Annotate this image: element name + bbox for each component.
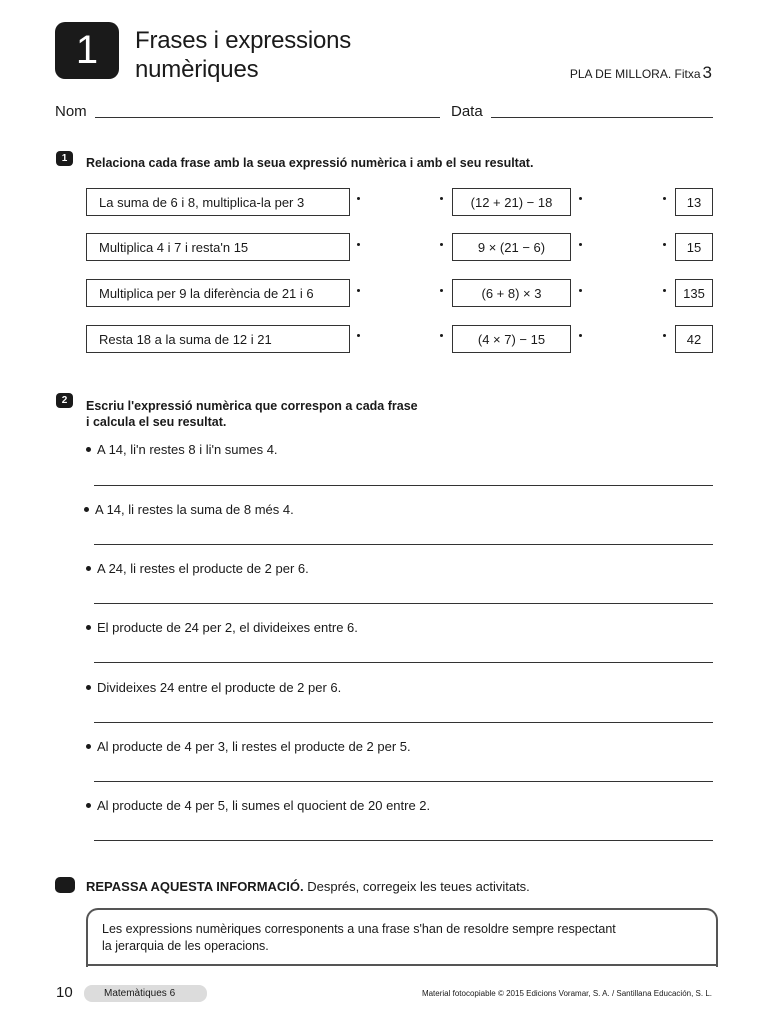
result-box-3: 135 — [675, 279, 713, 307]
result-box-2: 15 — [675, 233, 713, 261]
page-title — [135, 26, 351, 84]
data-field[interactable] — [491, 117, 713, 118]
match-dot[interactable] — [663, 197, 666, 200]
list-item — [86, 798, 430, 813]
exercise-2-instruction-line-2: i calcula el seu resultat. — [86, 415, 227, 429]
match-dot[interactable] — [440, 243, 443, 246]
match-dot[interactable] — [663, 334, 666, 337]
unit-number-badge: 1 — [55, 22, 119, 79]
plan-label-text: PLA DE MILLORA. Fitxa — [569, 67, 701, 81]
list-item-text: A 14, li restes la suma de 8 més 4. — [95, 502, 294, 517]
match-dot[interactable] — [579, 243, 582, 246]
match-dot[interactable] — [357, 243, 360, 246]
list-item-text: El producte de 24 per 2, el divideixes entre 6. — [97, 620, 358, 635]
answer-line[interactable] — [94, 485, 713, 486]
list-item-text: A 24, li restes el producte de 2 per 6. — [97, 561, 309, 576]
bullet-icon — [86, 803, 91, 808]
list-item — [84, 502, 294, 517]
match-dot[interactable] — [440, 289, 443, 292]
match-dot[interactable] — [440, 197, 443, 200]
bullet-icon — [86, 685, 91, 690]
answer-line[interactable] — [94, 722, 713, 723]
copyright-text: Material fotocopiable © 2015 Edicions Voramar, S. A. / Santillana Educación, S. L. — [421, 989, 712, 998]
match-dot[interactable] — [440, 334, 443, 337]
match-dot[interactable] — [357, 197, 360, 200]
review-heading-bold: REPASSA AQUESTA INFORMACIÓ. — [86, 879, 304, 894]
bullet-icon — [84, 507, 89, 512]
phrase-box-4: Resta 18 a la suma de 12 i 21 — [86, 325, 350, 353]
title-line-2: numèriques — [135, 56, 259, 83]
data-label: Data — [451, 103, 483, 120]
list-item — [86, 739, 411, 754]
phrase-box-2: Multiplica 4 i 7 i resta'n 15 — [86, 233, 350, 261]
answer-line[interactable] — [94, 781, 713, 782]
review-badge — [55, 877, 75, 893]
answer-line[interactable] — [94, 544, 713, 545]
match-dot[interactable] — [663, 243, 666, 246]
list-item-text: Divideixes 24 entre el producte de 2 per 6. — [97, 680, 342, 695]
list-item-text: A 14, li'n restes 8 i li'n sumes 4. — [97, 442, 278, 457]
expression-box-2: 9 × (21 − 6) — [452, 233, 571, 261]
match-dot[interactable] — [357, 334, 360, 337]
expression-box-4: (4 × 7) − 15 — [452, 325, 571, 353]
list-item — [86, 561, 309, 576]
info-box-bottom-rule — [86, 964, 718, 966]
nom-label: Nom — [55, 103, 87, 120]
review-heading — [86, 879, 530, 894]
info-line-2: la jerarquia de les operacions. — [102, 939, 269, 953]
title-line-1: Frases i expressions — [135, 27, 352, 54]
plan-number: 3 — [702, 63, 712, 82]
page-number: 10 — [56, 984, 73, 1001]
bullet-icon — [86, 625, 91, 630]
match-dot[interactable] — [579, 334, 582, 337]
bullet-icon — [86, 744, 91, 749]
exercise-1-instruction: Relaciona cada frase amb la seua expressió numèrica i amb el seu resultat. — [86, 156, 534, 170]
info-line-1: Les expressions numèriques corresponents a una frase s'han de resoldre sempre respectant — [102, 922, 616, 936]
expression-box-1: (12 + 21) − 18 — [452, 188, 571, 216]
expression-box-3: (6 + 8) × 3 — [452, 279, 571, 307]
info-box — [86, 908, 718, 967]
exercise-2-badge: 2 — [56, 393, 73, 408]
answer-line[interactable] — [94, 840, 713, 841]
list-item-text: Al producte de 4 per 5, li sumes el quocient de 20 entre 2. — [97, 798, 431, 813]
match-dot[interactable] — [357, 289, 360, 292]
list-item — [86, 620, 358, 635]
list-item — [86, 442, 278, 457]
exercise-2-instruction-line-1: Escriu l'expressió numèrica que correspon a cada frase — [86, 399, 418, 413]
bullet-icon — [86, 566, 91, 571]
list-item — [86, 680, 341, 695]
match-dot[interactable] — [579, 197, 582, 200]
match-dot[interactable] — [579, 289, 582, 292]
subject-pill: Matemàtiques 6 — [84, 985, 207, 1002]
answer-line[interactable] — [94, 603, 713, 604]
review-heading-rest: Després, corregeix les teues activitats. — [303, 879, 530, 894]
match-dot[interactable] — [663, 289, 666, 292]
result-box-4: 42 — [675, 325, 713, 353]
name-date-row — [55, 103, 713, 123]
plan-label — [570, 63, 712, 83]
list-item-text: Al producte de 4 per 3, li restes el producte de 2 per 5. — [97, 739, 411, 754]
exercise-1-badge: 1 — [56, 151, 73, 166]
exercise-2-instruction — [86, 398, 418, 430]
phrase-box-3: Multiplica per 9 la diferència de 21 i 6 — [86, 279, 350, 307]
answer-line[interactable] — [94, 662, 713, 663]
phrase-box-1: La suma de 6 i 8, multiplica-la per 3 — [86, 188, 350, 216]
nom-field[interactable] — [95, 117, 440, 118]
bullet-icon — [86, 447, 91, 452]
result-box-1: 13 — [675, 188, 713, 216]
